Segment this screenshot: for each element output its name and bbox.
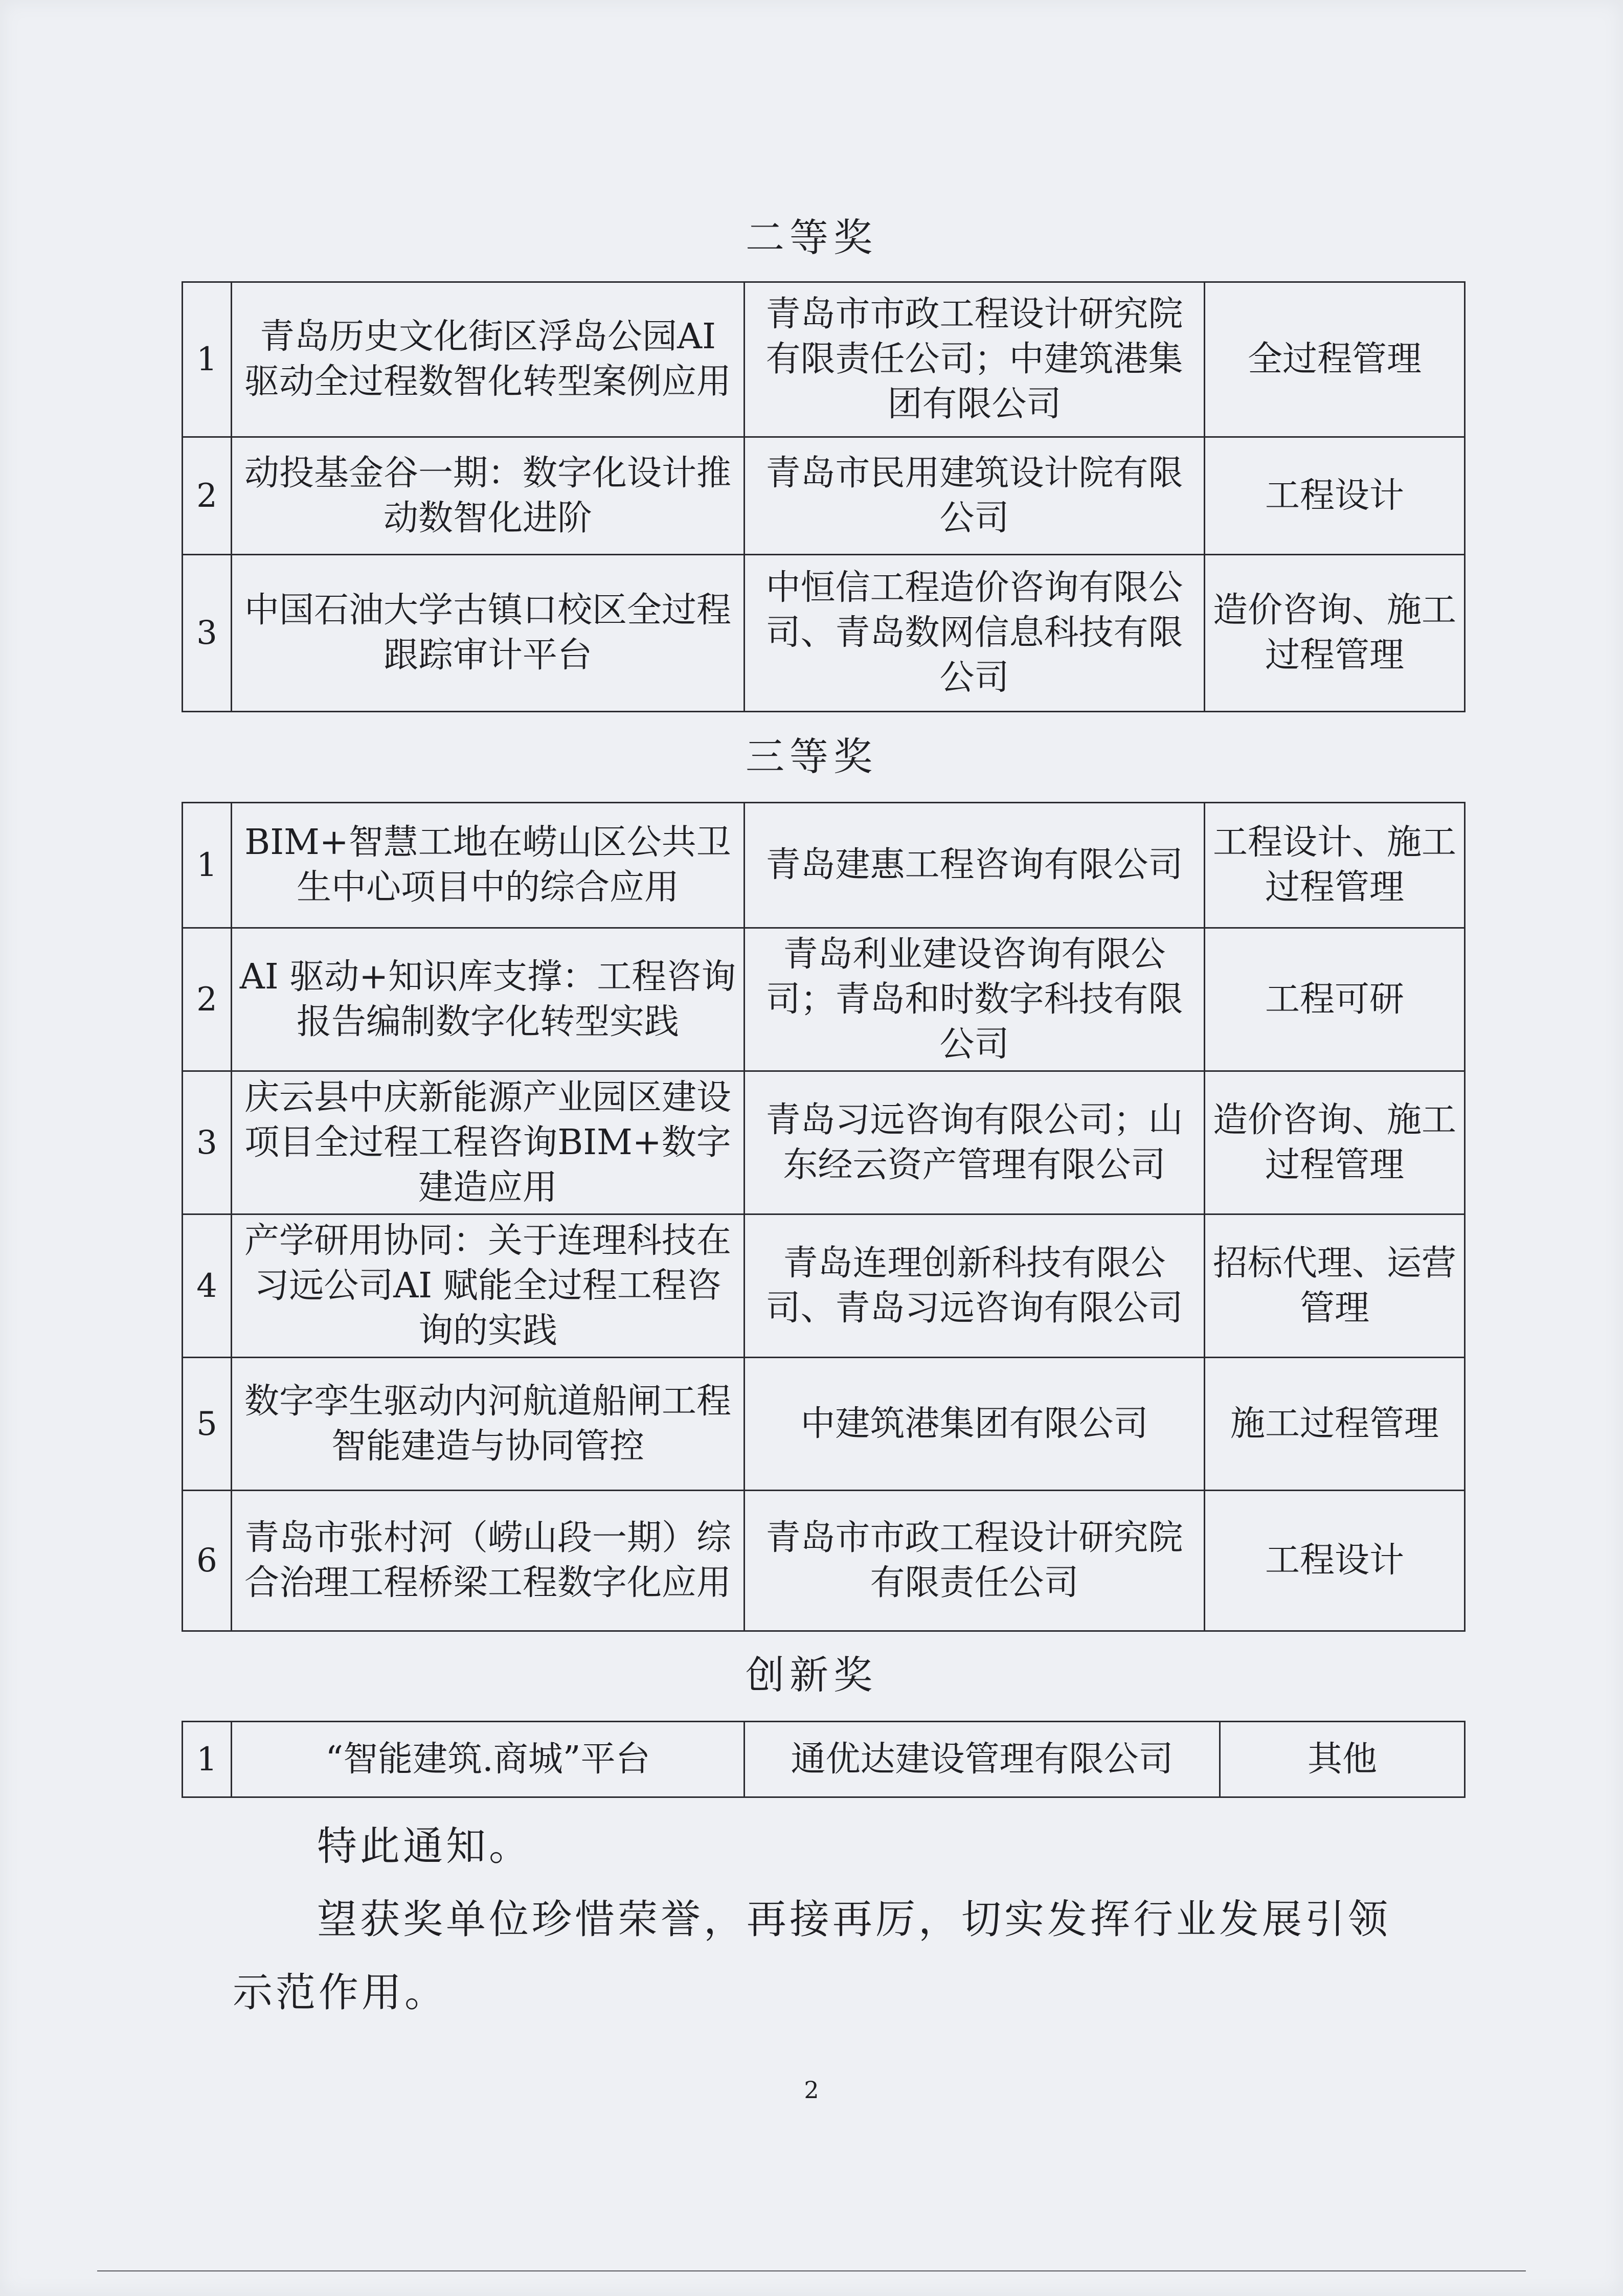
closing-line-2: 示范作用。 <box>233 1970 448 2016</box>
project-name: AI 驱动+知识库支撑：工程咨询报告编制数字化转型实践 <box>232 928 745 1071</box>
row-number: 3 <box>183 555 232 712</box>
project-name: 产学研用协同：关于连理科技在习远公司AI 赋能全过程工程咨询的实践 <box>232 1214 745 1358</box>
row-number: 1 <box>183 1722 232 1797</box>
row-number: 1 <box>183 803 232 928</box>
page-number: 2 <box>804 2076 819 2104</box>
table-row <box>183 1071 1465 1214</box>
project-name: 青岛市张村河（崂山段一期）综合治理工程桥梁工程数字化应用 <box>232 1491 745 1631</box>
table-row <box>183 1358 1465 1491</box>
award-category: 造价咨询、施工过程管理 <box>1205 555 1465 712</box>
table-row <box>183 1722 1465 1797</box>
project-name: 中国石油大学古镇口校区全过程跟踪审计平台 <box>232 555 745 712</box>
award-category: 施工过程管理 <box>1205 1358 1465 1491</box>
second-prize-table <box>182 281 1466 712</box>
award-unit: 青岛市市政工程设计研究院有限责任公司；中建筑港集团有限公司 <box>745 282 1205 437</box>
award-unit: 青岛连理创新科技有限公司、青岛习远咨询有限公司 <box>745 1214 1205 1358</box>
table-row <box>183 1214 1465 1358</box>
heading-innovation-prize: 创新奖 <box>746 1652 877 1698</box>
project-name: 数字孪生驱动内河航道船闸工程智能建造与协同管控 <box>232 1358 745 1491</box>
award-unit: 通优达建设管理有限公司 <box>745 1722 1220 1797</box>
innovation-prize-table <box>182 1721 1466 1798</box>
third-prize-table <box>182 802 1466 1632</box>
award-category: 工程设计 <box>1205 1491 1465 1631</box>
bottom-rule <box>97 2270 1526 2271</box>
project-name: “智能建筑.商城”平台 <box>232 1722 745 1797</box>
award-unit: 青岛利业建设咨询有限公司；青岛和时数字科技有限公司 <box>745 928 1205 1071</box>
table-row <box>183 803 1465 928</box>
row-number: 2 <box>183 437 232 555</box>
award-category: 全过程管理 <box>1205 282 1465 437</box>
heading-second-prize: 二等奖 <box>746 215 877 260</box>
award-category: 其他 <box>1220 1722 1465 1797</box>
table-row <box>183 282 1465 437</box>
row-number: 6 <box>183 1491 232 1631</box>
award-category: 工程可研 <box>1205 928 1465 1071</box>
award-unit: 青岛市市政工程设计研究院有限责任公司 <box>745 1491 1205 1631</box>
award-category: 工程设计、施工过程管理 <box>1205 803 1465 928</box>
row-number: 2 <box>183 928 232 1071</box>
award-unit: 中恒信工程造价咨询有限公司、青岛数网信息科技有限公司 <box>745 555 1205 712</box>
row-number: 3 <box>183 1071 232 1214</box>
project-name: BIM+智慧工地在崂山区公共卫生中心项目中的综合应用 <box>232 803 745 928</box>
row-number: 1 <box>183 282 232 437</box>
award-category: 工程设计 <box>1205 437 1465 555</box>
row-number: 4 <box>183 1214 232 1358</box>
table-row <box>183 437 1465 555</box>
heading-third-prize: 三等奖 <box>746 734 877 779</box>
award-unit: 青岛建惠工程咨询有限公司 <box>745 803 1205 928</box>
table-row <box>183 1491 1465 1631</box>
project-name: 动投基金谷一期：数字化设计推动数智化进阶 <box>232 437 745 555</box>
table-row <box>183 555 1465 712</box>
award-category: 造价咨询、施工过程管理 <box>1205 1071 1465 1214</box>
row-number: 5 <box>183 1358 232 1491</box>
closing-line-1: 望获奖单位珍惜荣誉，再接再厉，切实发挥行业发展引领 <box>317 1897 1391 1943</box>
notice-text: 特此通知。 <box>317 1824 532 1870</box>
award-category: 招标代理、运营管理 <box>1205 1214 1465 1358</box>
award-unit: 青岛市民用建筑设计院有限公司 <box>745 437 1205 555</box>
award-unit: 青岛习远咨询有限公司；山东经云资产管理有限公司 <box>745 1071 1205 1214</box>
project-name: 青岛历史文化街区浮岛公园AI 驱动全过程数智化转型案例应用 <box>232 282 745 437</box>
project-name: 庆云县中庆新能源产业园区建设项目全过程工程咨询BIM+数字建造应用 <box>232 1071 745 1214</box>
award-unit: 中建筑港集团有限公司 <box>745 1358 1205 1491</box>
table-row <box>183 928 1465 1071</box>
